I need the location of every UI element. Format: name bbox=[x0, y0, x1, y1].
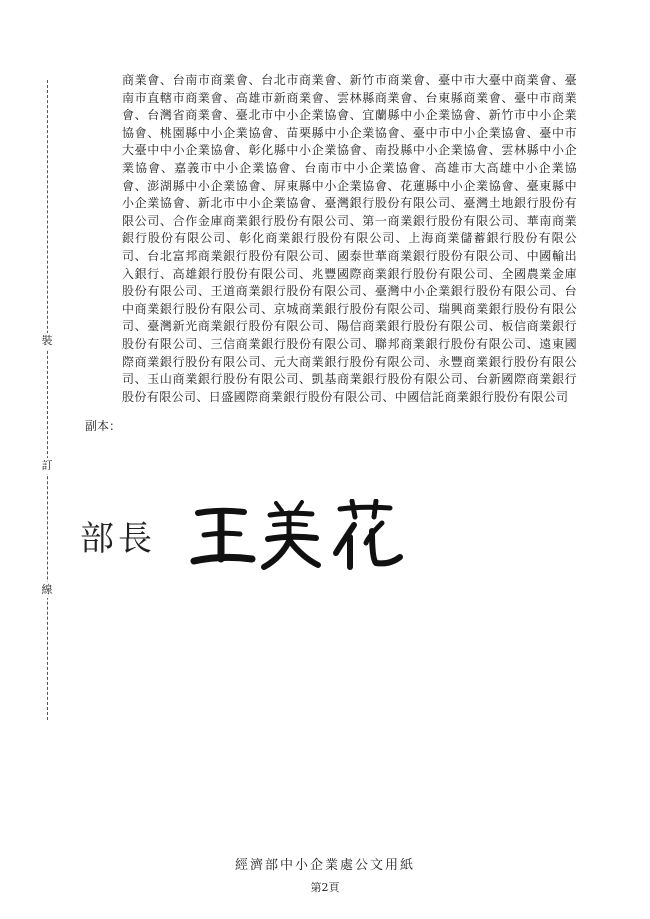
binding-char-zhuang: 裝 bbox=[39, 333, 55, 349]
page-number: 第2頁 bbox=[310, 881, 340, 894]
binding-line bbox=[47, 80, 48, 720]
handwritten-signature bbox=[190, 499, 430, 571]
recipients-list: 商業會、台南市商業會、台北市商業會、新竹市商業會、臺中市大臺中商業會、臺南市直轄市商業會、高雄市新商業會、雲林縣商業會、台東縣商業會、臺中市商業會、台灣省商業會、臺北市中小企業協會、宜蘭縣中小企業協會、新竹市中小企業協會、桃園縣中小企業協會、苗栗縣中小企業協會、臺中市中小企業協會、臺中市大臺中中小企業協會、彰化縣中小企業協會、南投縣中小企業協會、雲林縣中小企業協會、嘉義市中小企業協會、台南市中小企業協會、高雄市大高雄中小企業協會、澎湖縣中小企業協會、屏東縣中小企業協會、花蓮縣中小企業協會、臺東縣中小企業協會、新北市中小企業協會、臺灣銀行股份有限公司、臺灣土地銀行股份有限公司、合作金庫商業銀行股份有限公司、第一商業銀行股份有限公司、華南商業銀行股份有限公司、彰化商業銀行股份有限公司、上海商業儲蓄銀行股份有限公司、台北富邦商業銀行股份有限公司、國泰世華商業銀行股份有限公司、中國輸出入銀行、高雄銀行股份有限公司、兆豐國際商業銀行股份有限公司、全國農業金庫股份有限公司、王道商業銀行股份有限公司、臺灣中小企業銀行股份有限公司、台中商業銀行股份有限公司、京城商業銀行股份有限公司、瑞興商業銀行股份有限公司、臺灣新光商業銀行股份有限公司、陽信商業銀行股份有限公司、板信商業銀行股份有限公司、三信商業銀行股份有限公司、聯邦商業銀行股份有限公司、遠東國際商業銀行股份有限公司、元大商業銀行股份有限公司、永豐商業銀行股份有限公司、玉山商業銀行股份有限公司、凱基商業銀行股份有限公司、台新國際商業銀行股份有限公司、日盛國際商業銀行股份有限公司、中國信託商業銀行股份有限公司 bbox=[122, 73, 577, 404]
binding-char-ding: 訂 bbox=[39, 458, 55, 474]
signature-block bbox=[80, 495, 430, 575]
recipients-block bbox=[122, 72, 577, 406]
minister-title: 部長 bbox=[80, 518, 156, 559]
letterhead-footer: 經濟部中小企業處公文用紙 bbox=[234, 858, 415, 873]
copy-label: 副本： bbox=[85, 419, 122, 433]
binding-char-xian: 線 bbox=[39, 582, 55, 598]
